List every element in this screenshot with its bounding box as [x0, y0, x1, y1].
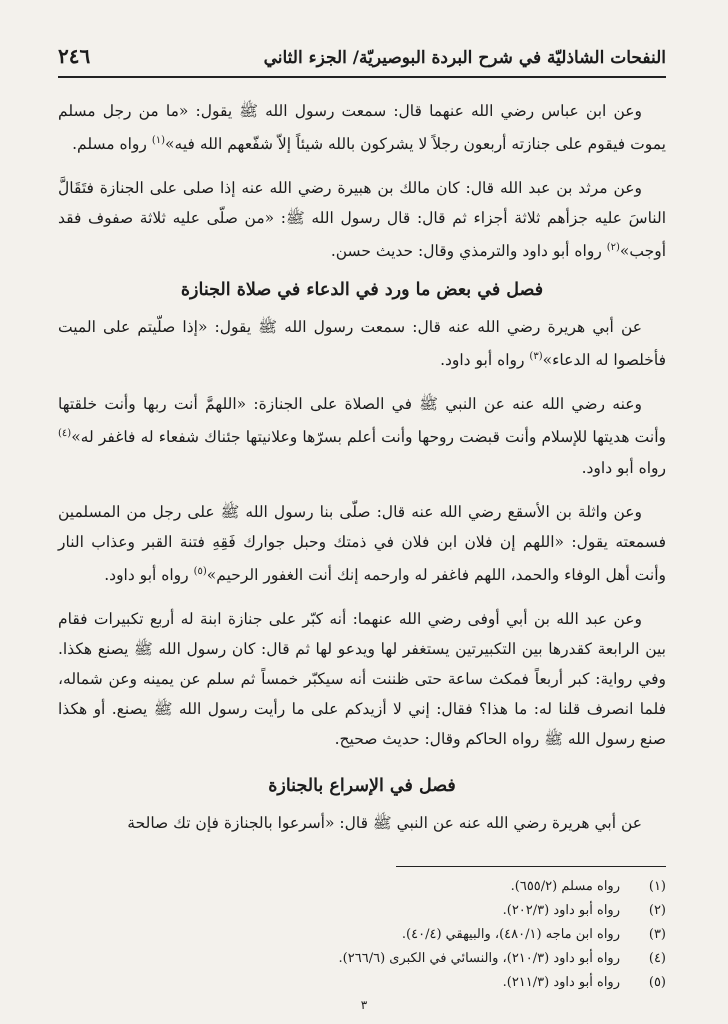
footnote: (٥) رواه أبو داود (٢١١/٣).: [502, 974, 666, 990]
footnote: (٣) رواه ابن ماجه (٤٨٠/١)، والبيهقي (٤٠/٤).: [401, 926, 666, 942]
paragraph: عن أبي هريرة رضي الله عنه عن النبي ﷺ قال: «أسرعوا بالجنازة فإن تك صالحة: [127, 813, 642, 832]
footnote-ref: (٥): [193, 565, 207, 577]
folio-mark: ٣: [360, 998, 368, 1012]
paragraph: وعن مرثد بن عبد الله قال: كان مالك بن هبيرة رضي الله عنه إذا صلى على الجنازة فتَقَالَّ الناسَ عليه جزأهم ثلاثة أجزاء ثم قال: قال رسول الله ﷺ: «من صلّى عليه ثلاثة صفوف فقد أوجب»$^{(٢)}$ رواه أبو داود والترمذي وقال: حديث حسن.: [58, 179, 666, 261]
footnote-ref: (٢): [606, 242, 620, 254]
paragraph: وعن واثلة بن الأسقع رضي الله عنه قال: صلّى بنا رسول الله ﷺ على رجل من المسلمين فسمعته يقول: «اللهم إن فلان ابن فلان في ذمتك وحبل جوارك فَقِهِ فتنة القبر وعذاب النار وأنت أهل الوفاء والحمد، اللهم فاغفر له وارحمه إنك أنت الغفور الرحيم»$^{(٥)}$ رواه أبو داود.: [58, 502, 666, 584]
footnote-ref: (٣): [529, 351, 543, 363]
running-title: النفحات الشاذليّة في شرح البردة البوصيريّة/ الجزء الثاني: [263, 48, 666, 68]
footnote: (٢) رواه أبو داود (٢٠٢/٣).: [502, 902, 666, 918]
section-heading: فصل في بعض ما ورد في الدعاء في صلاة الجنازة: [180, 280, 544, 301]
footnote-ref: (٤): [58, 428, 72, 440]
page-header: [58, 44, 666, 78]
page-number: ٢٤٦: [58, 44, 91, 68]
section-heading: فصل في الإسراع بالجنازة: [268, 775, 456, 796]
main-text: [58, 96, 666, 838]
paragraph: وعن عبد الله بن أبي أوفى رضي الله عنهما: أنه كبّر على جنازة ابنة له أربع تكبيرات فقام بين الرابعة كقدرها بين التكبيرتين يستغفر لها ويدعو لها ثم قال: كان رسول الله ﷺ يصنع هكذا. وفي رواية: كبر أربعاً فمكث ساعة حتى ظننت أنه سيكبّر خمساً ثم سلم عن يمينه وعن شماله، فلما انصرف قلنا له: ما هذا؟ فقال: إني لا أزيدكم على ما رأيت رسول الله ﷺ يصنع. أو هكذا صنع رسول الله ﷺ رواه الحاكم وقال: حديث صحيح.: [58, 609, 666, 748]
footnote: (٤) رواه أبو داود (٢١٠/٣)، والنسائي في الكبرى (٢٦٦/٦).: [338, 950, 666, 966]
footnotes: [58, 875, 666, 995]
footnote-ref: (١): [151, 135, 166, 146]
paragraph: عن أبي هريرة رضي الله عنه قال: سمعت رسول الله ﷺ يقول: «إذا صلّيتم على الميت فأخلصوا له الدعاء»$^{(٣)}$ رواه أبو داود.: [58, 318, 666, 370]
footnote: (١) رواه مسلم (٦٥٥/٢).: [510, 878, 666, 894]
footnote-divider: [396, 866, 666, 867]
paragraph: وعن ابن عباس رضي الله عنهما قال: سمعت رسول الله ﷺ يقول: «ما من رجل مسلم يموت فيقوم على جنازته أربعون رجلاً لا يشركون بالله شيئاً إلاّ شفّعهم الله فيه»$^{(١)}$ رواه مسلم.: [58, 102, 666, 154]
paragraph: وعنه رضي الله عنه عن النبي ﷺ في الصلاة على الجنازة: «اللهمَّ أنت ربها وأنت خلقتها وأنت هديتها للإسلام وأنت قبضت روحها وأنت أعلم بسرّها وعلانيتها جئناك شفعاء له فاغفر له»$^{(٤)}$ رواه أبو داود.: [58, 395, 666, 477]
